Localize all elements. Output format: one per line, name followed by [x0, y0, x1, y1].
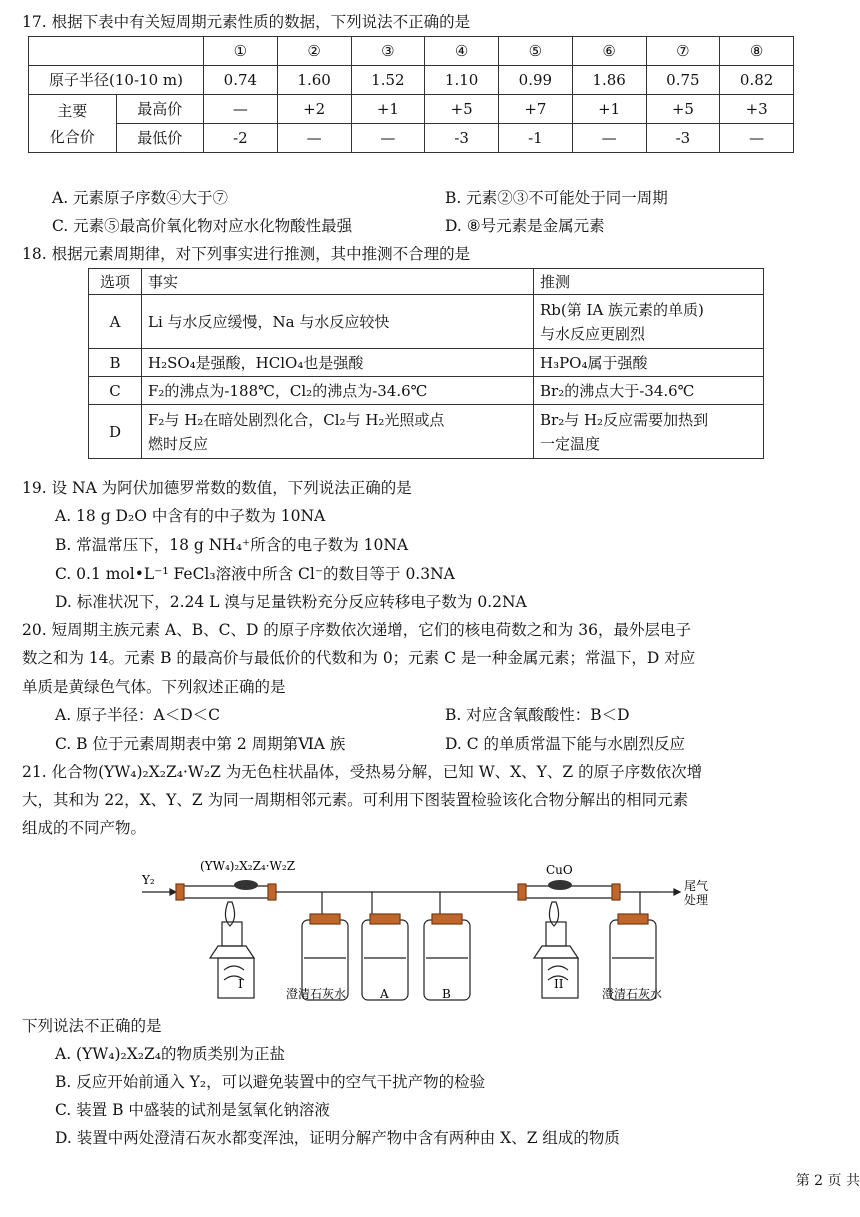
q17-cell: +5: [425, 95, 499, 124]
q20-option-c: C. B 位于元素周期表中第 2 周期第ⅥA 族: [55, 735, 346, 753]
q20-stem-line2: 数之和为 14。元素 B 的最高价与最低价的代数和为 0；元素 C 是一种金属元素；常温下，D 对应: [22, 649, 696, 667]
q17-cell: -1: [499, 124, 573, 153]
q17-option-a: A. 元素原子序数④大于⑦: [52, 189, 229, 207]
q18-row-guess-line: 与水反应更剧烈: [540, 324, 646, 343]
q17-header-cell: ⑧: [720, 37, 794, 66]
q18-stem: 18. 根据元素周期律，对下列事实进行推测，其中推测不合理的是: [22, 245, 471, 263]
q17-cell: —: [204, 95, 278, 124]
q18-row-guess: [534, 405, 764, 459]
apparatus-label-b: B: [442, 987, 451, 1001]
q18-row-option: A: [89, 295, 142, 349]
q17-cell: +3: [720, 95, 794, 124]
compound-label: (YW₄)₂X₂Z₄·W₂Z: [200, 859, 296, 873]
q18-row-fact: Li 与水反应缓慢，Na 与水反应较快: [142, 295, 534, 349]
q17-option-b: B. 元素②③不可能处于同一周期: [445, 189, 668, 207]
q17-header-row: [29, 37, 794, 66]
q17-cell: 0.74: [204, 66, 278, 95]
page-footer: 第 2 页 共: [795, 1173, 860, 1189]
q17-cell: —: [572, 124, 646, 153]
q17-cell: 1.60: [277, 66, 351, 95]
q17-radius-row: [29, 66, 794, 95]
apparatus-figure: [140, 858, 720, 1003]
q18-row-option: B: [89, 349, 142, 377]
q18-row-option: D: [89, 405, 142, 459]
q18-row-guess-line: 一定温度: [540, 434, 601, 453]
q17-max-label: 最高价: [116, 95, 204, 124]
q21-option-a: A. (YW₄)₂X₂Z₄的物质类别为正盐: [55, 1045, 285, 1063]
q21-option-b: B. 反应开始前通入 Y₂，可以避免装置中的空气干扰产物的检验: [55, 1073, 486, 1091]
q17-cell: 1.10: [425, 66, 499, 95]
q18-head-fact: 事实: [142, 269, 534, 295]
q17-header-cell: ①: [204, 37, 278, 66]
gas-in-label: Y₂: [142, 873, 155, 887]
q17-header-cell: ③: [351, 37, 425, 66]
q18-row: [89, 405, 764, 459]
q17-header-cell: ④: [425, 37, 499, 66]
apparatus-label-a: A: [380, 987, 389, 1001]
q17-stem: 17. 根据下表中有关短周期元素性质的数据，下列说法不正确的是: [22, 13, 471, 31]
q17-cell: +2: [277, 95, 351, 124]
q17-cell: -3: [646, 124, 720, 153]
apparatus-label-limewater-1: 澄清石灰水: [286, 987, 347, 1001]
q17-main-label-top: 主要: [57, 101, 88, 120]
q18-row-option: C: [89, 377, 142, 405]
q19-stem: 19. 设 NA 为阿伏加德罗常数的数值，下列说法正确的是: [22, 479, 412, 497]
q18-head-guess: 推测: [534, 269, 764, 295]
q20-stem-line3: 单质是黄绿色气体。下列叙述正确的是: [22, 678, 286, 696]
tail-label-2: 处理: [684, 893, 709, 907]
q18-table: [88, 268, 764, 459]
q18-row-fact: H₂SO₄是强酸，HClO₄也是强酸: [142, 349, 534, 377]
q21-option-c: C. 装置 B 中盛装的试剂是氢氧化钠溶液: [55, 1101, 330, 1119]
q17-option-d: D. ⑧号元素是金属元素: [445, 217, 605, 235]
q21-ask: 下列说法不正确的是: [22, 1017, 162, 1035]
q18-row: [89, 377, 764, 405]
q17-header-cell: ⑤: [499, 37, 573, 66]
q17-main-label: [29, 95, 117, 153]
q17-cell: —: [277, 124, 351, 153]
q17-min-label: 最低价: [116, 124, 204, 153]
q20-option-d: D. C 的单质常温下能与水剧烈反应: [445, 735, 686, 753]
q17-cell: +7: [499, 95, 573, 124]
q18-row-guess: [534, 295, 764, 349]
q19-option-c: C. 0.1 mol•L⁻¹ FeCl₃溶液中所含 Cl⁻的数目等于 0.3NA: [55, 565, 455, 583]
q20-stem-line1: 20. 短周期主族元素 A、B、C、D 的原子序数依次递增，它们的核电荷数之和为 36，最外层电子: [22, 621, 691, 639]
q17-cell: -3: [425, 124, 499, 153]
q19-option-b: B. 常温常压下，18 g NH₄⁺所含的电子数为 10NA: [55, 536, 409, 554]
q18-row-fact: F₂的沸点为-188℃，Cl₂的沸点为-34.6℃: [142, 377, 534, 405]
q18-row-fact-line: 燃时反应: [148, 434, 209, 453]
apparatus-label-limewater-2: 澄清石灰水: [602, 987, 663, 1001]
q19-option-d: D. 标准状况下，2.24 L 溴与足量铁粉充分反应转移电子数为 0.2NA: [55, 593, 527, 611]
q17-max-row: [29, 95, 794, 124]
q17-header-cell: ②: [277, 37, 351, 66]
q17-cell: 0.75: [646, 66, 720, 95]
q17-cell: —: [351, 124, 425, 153]
q17-cell: 1.86: [572, 66, 646, 95]
q19-option-a: A. 18 g D₂O 中含有的中子数为 10NA: [55, 507, 326, 525]
q18-row-guess-line: Rb(第 IA 族元素的单质): [540, 300, 704, 319]
q21-stem-line1: 21. 化合物(YW₄)₂X₂Z₄·W₂Z 为无色柱状晶体，受热易分解，已知 W、X、Y、Z 的原子序数依次增: [22, 763, 703, 781]
q17-cell: +1: [351, 95, 425, 124]
q18-row-fact: [142, 405, 534, 459]
q21-stem-line3: 组成的不同产物。: [22, 819, 147, 837]
apparatus-label-i: I: [238, 977, 243, 991]
q17-cell: +1: [572, 95, 646, 124]
apparatus-label-ii: II: [554, 977, 564, 991]
q17-header-cell: ⑥: [572, 37, 646, 66]
q17-cell: 1.52: [351, 66, 425, 95]
q17-min-row: [29, 124, 794, 153]
q21-stem-line2: 大，其和为 22，X、Y、Z 为同一周期相邻元素。可利用下图装置检验该化合物分解出的相同元素: [22, 791, 689, 809]
q17-header-cell: ⑦: [646, 37, 720, 66]
q18-row-fact-line: F₂与 H₂在暗处剧烈化合，Cl₂与 H₂光照或点: [148, 410, 445, 429]
apparatus-diagram: [140, 858, 720, 1003]
q18-row: [89, 349, 764, 377]
q21-option-d: D. 装置中两处澄清石灰水都变浑浊，证明分解产物中含有两种由 X、Z 组成的物质: [55, 1129, 620, 1147]
q17-option-c: C. 元素⑤最高价氧化物对应水化物酸性最强: [52, 217, 353, 235]
q20-option-b: B. 对应含氧酸酸性：B＜D: [445, 706, 630, 724]
q17-cell: -2: [204, 124, 278, 153]
q17-cell: 0.82: [720, 66, 794, 95]
q18-row-guess: H₃PO₄属于强酸: [534, 349, 764, 377]
q18-header-row: [89, 269, 764, 295]
q18-row-guess-line: Br₂与 H₂反应需要加热到: [540, 410, 709, 429]
q20-option-a: A. 原子半径：A＜D＜C: [55, 706, 221, 724]
tail-label-1: 尾气: [684, 879, 709, 893]
cuo-label: CuO: [546, 863, 573, 877]
q17-main-label-bottom: 化合价: [49, 127, 95, 146]
q17-cell: +5: [646, 95, 720, 124]
q18-row-guess: Br₂的沸点大于-34.6℃: [534, 377, 764, 405]
q18-row: [89, 295, 764, 349]
q17-table: [28, 36, 794, 153]
q17-cell: 0.99: [499, 66, 573, 95]
q17-cell: —: [720, 124, 794, 153]
q17-radius-label: 原子半径(10-10 m): [29, 66, 204, 95]
q18-head-option: 选项: [89, 269, 142, 295]
